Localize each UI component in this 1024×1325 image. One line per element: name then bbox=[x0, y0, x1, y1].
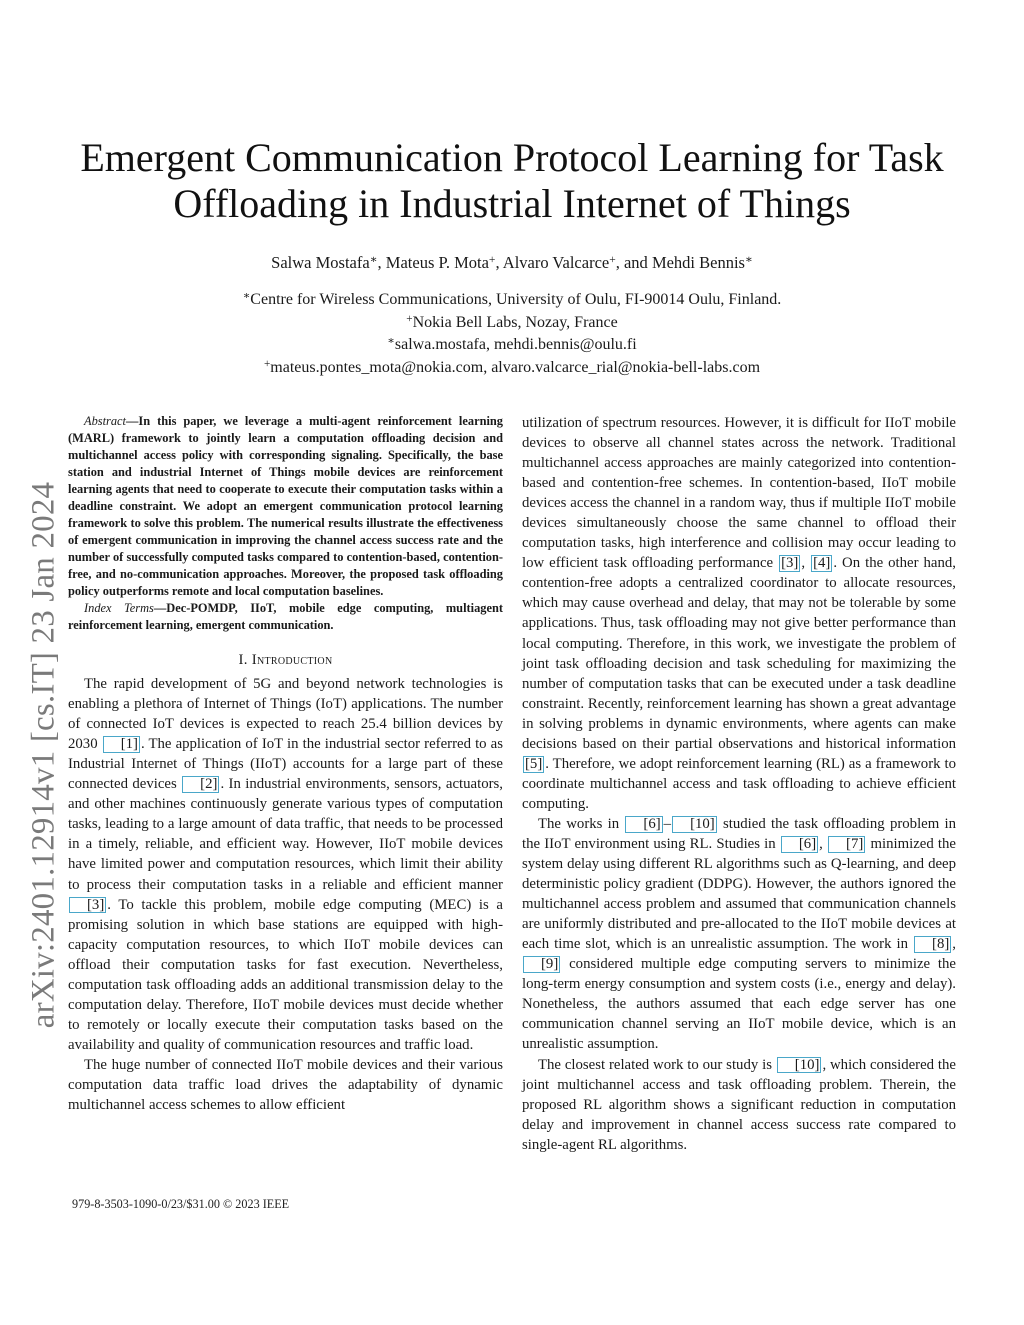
body-text: minimized the system delay using different RL algorithms such as Q-learning, and deep deterministic policy gradient (DDPG). However, the authors ignored the multichannel access problem and assumed that communication channels are uniformly distributed and pre-allocated to the IIoT mobile devices at each time slot, which is an unrealistic assumption. The work in bbox=[522, 835, 956, 953]
body-text: utilization of spectrum resources. However, it is difficult for IIoT mobile devices to observe all channel states across the network. Traditional multichannel access approaches are mainly categorized into contention-based and contention-free schemes. In contention-based, IIoT mobile devices access the channel in a random way, thus if multiple IIoT mobile devices simultaneously choose the same channel to offload their computation tasks, high interference and collision may occur leading to low efficient task offloading performance bbox=[522, 415, 956, 572]
intro-paragraph-2-continued bbox=[522, 413, 956, 814]
title-line-1: Emergent Communication Protocol Learning for Task bbox=[80, 135, 944, 180]
citation-link[interactable]: [9] bbox=[523, 956, 560, 973]
abstract bbox=[68, 413, 503, 600]
affiliation-mark: + bbox=[609, 253, 616, 266]
body-text: . On the other hand, contention-free adopts a centralized coordinator to allocate resources, which may cause overhead and delay, that may not be tolerable by some applications. Thus, task offloading may not give better performance than local computing. Therefore, in this work, we investigate the problem of joint task offloading decision and task scheduling for maximizing the number of computation tasks that can be executed under a task deadline constraint. Recently, reinforcement learning has shown a great advantage in solving problems in dynamic environments, where agents can make decisions based on their partial observations and historical information bbox=[522, 555, 956, 752]
abstract-text: —In this paper, we leverage a multi-agent reinforcement learning (MARL) framework to jointly learn a computation offloading decision and multichannel access policy with corresponding signaling. Specifically, the base station and industrial Internet of Things mobile devices are reinforcement learning agents that need to cooperate to execute their computation tasks within a deadline constraint. We adopt an emergent communication protocol learning framework to solve this problem. The numerical results illustrate the effectiveness of emergent communication in improving the channel access success rate and the number of successfully computed tasks compared to contention-based, contention-free, and no-communication approaches. Moreover, the proposed task offloading policy outperforms remote and local computation baselines. bbox=[68, 414, 503, 598]
abstract-label: Abstract bbox=[84, 414, 126, 428]
body-text: . Therefore, we adopt reinforcement learning (RL) as a framework to coordinate multichannel access and task offloading to achieve efficient computing. bbox=[522, 755, 956, 812]
paper-title bbox=[60, 135, 964, 227]
section-title: Introduction bbox=[251, 652, 333, 668]
citation-link[interactable]: [5] bbox=[525, 755, 543, 772]
email-line bbox=[60, 357, 964, 380]
affiliation-mark: ∗ bbox=[242, 289, 251, 302]
index-terms-text: —Dec-POMDP, IIoT, mobile edge computing, multiagent reinforcement learning, emergent communication. bbox=[68, 601, 503, 632]
author-name: Mehdi Bennis bbox=[651, 253, 745, 272]
author-name: Salwa Mostafa bbox=[271, 253, 370, 272]
citation-link[interactable]: [2] bbox=[182, 776, 219, 793]
intro-paragraph-1 bbox=[68, 674, 503, 1055]
body-text: The rapid development of 5G and beyond network technologies is enabling a plethora of Internet of Things (IoT) applications. The number of connected IoT devices is expected to reach 25.4 billion devices by 2030 bbox=[68, 676, 503, 753]
citation-link[interactable]: [4] bbox=[813, 555, 831, 572]
body-text: The works in bbox=[538, 815, 625, 832]
section-number: I. bbox=[238, 652, 252, 668]
email-text: salwa.mostafa, mehdi.bennis@oulu.fi bbox=[394, 336, 637, 353]
arxiv-identifier: arXiv:2401.12914v1 [cs.IT] 23 Jan 2024 bbox=[25, 481, 62, 1029]
affiliation-mark: ∗ bbox=[744, 253, 753, 266]
affiliation-mark: + bbox=[263, 357, 271, 370]
citation-link[interactable]: [1] bbox=[103, 736, 140, 753]
citation-link[interactable]: [3] bbox=[69, 897, 106, 914]
body-text: , bbox=[952, 936, 956, 953]
body-text: , which considered the joint multichannel access and task offloading problem. Therein, the proposed RL algorithm shows a significant reduction in computation delay and improvement in channel access success rate compared to single-agent RL algorithms. bbox=[522, 1056, 956, 1153]
affiliation-mark: ∗ bbox=[369, 253, 378, 266]
body-text: The huge number of connected IIoT mobile devices and their various computation data traffic load drives the adaptability of dynamic multichannel access schemes to allow efficient bbox=[68, 1056, 503, 1114]
affiliations bbox=[60, 289, 964, 379]
left-column bbox=[68, 413, 503, 1115]
email-text: mateus.pontes_mota@nokia.com, alvaro.valcarce_rial@nokia-bell-labs.com bbox=[270, 358, 761, 376]
intro-paragraph-3 bbox=[522, 814, 956, 1055]
affiliation-text: Centre for Wireless Communications, University of Oulu, FI-90014 Oulu, Finland. bbox=[250, 291, 782, 308]
author-name: Mateus P. Mota bbox=[385, 253, 489, 272]
email-line bbox=[60, 334, 964, 357]
body-text: . In industrial environments, sensors, actuators, and other machines continuously generate various types of computation tasks, leading to a large amount of data traffic, that needs to be processed in a timely, reliable, and efficient way. However, IIoT mobile devices have limited power and computation resources, which limit their ability to process their computation tasks in a reliable and efficient manner bbox=[68, 776, 504, 893]
title-line-2: Offloading in Industrial Internet of Things bbox=[173, 181, 851, 226]
author-separator: , bbox=[377, 253, 386, 272]
body-text: , bbox=[801, 555, 811, 572]
body-text: – bbox=[663, 815, 672, 832]
affiliation-line bbox=[60, 312, 964, 335]
body-text: , bbox=[819, 835, 828, 852]
author-list bbox=[60, 252, 964, 274]
copyright-notice: 979-8-3503-1090-0/23/$31.00 © 2023 IEEE bbox=[72, 1197, 290, 1211]
affiliation-text: Nokia Bell Labs, Nozay, France bbox=[412, 313, 618, 331]
author-name: Alvaro Valcarce bbox=[502, 253, 610, 272]
citation-link[interactable]: [7] bbox=[828, 836, 865, 853]
citation-link[interactable]: [10] bbox=[777, 1057, 822, 1074]
index-terms-label: Index Terms bbox=[84, 601, 154, 615]
author-separator: , and bbox=[615, 253, 652, 272]
index-terms bbox=[68, 600, 503, 634]
citation-link[interactable]: [10] bbox=[672, 816, 717, 833]
citation-link[interactable]: [6] bbox=[625, 816, 662, 833]
affiliation-mark: + bbox=[488, 253, 496, 266]
body-text: The closest related work to our study is bbox=[538, 1056, 776, 1073]
section-heading bbox=[68, 650, 503, 670]
body-text: considered multiple edge computing servers to minimize the long-term energy consumption and system costs (i.e., energy and delay). Nonetheless, the authors assumed that each edge server has one communication channel serving an IIoT mobile device, which is an unrealistic assumption. bbox=[522, 956, 956, 1053]
right-column bbox=[522, 413, 956, 1155]
citation-link[interactable]: [8] bbox=[914, 936, 951, 953]
citation-link[interactable]: [3] bbox=[781, 555, 799, 572]
affiliation-line bbox=[60, 289, 964, 312]
intro-paragraph-4 bbox=[522, 1055, 956, 1155]
author-separator: , bbox=[495, 253, 503, 272]
affiliation-mark: + bbox=[406, 312, 413, 325]
intro-paragraph-2 bbox=[68, 1055, 503, 1115]
body-text: . The application of IoT in the industrial sector referred to as Industrial Internet of Things (IIoT) accounts for a large part of these connected devices bbox=[68, 736, 503, 793]
body-text: studied the task offloading problem in the IIoT environment using RL. Studies in bbox=[522, 815, 957, 852]
citation-link[interactable]: [6] bbox=[781, 836, 818, 853]
body-text: . To tackle this problem, mobile edge computing (MEC) is a promising solution in which base stations are equipped with high-capacity computation resources, to which IIoT mobile devices can offload their computation tasks for fast execution. Nevertheless, computation task offloading adds an additional transmission delay to the computation delay. Therefore, IIoT mobile devices must decide whether to remotely or locally execute their computation tasks based on the availability and quality of communication resources and traffic load. bbox=[68, 896, 503, 1053]
affiliation-mark: ∗ bbox=[387, 334, 395, 347]
